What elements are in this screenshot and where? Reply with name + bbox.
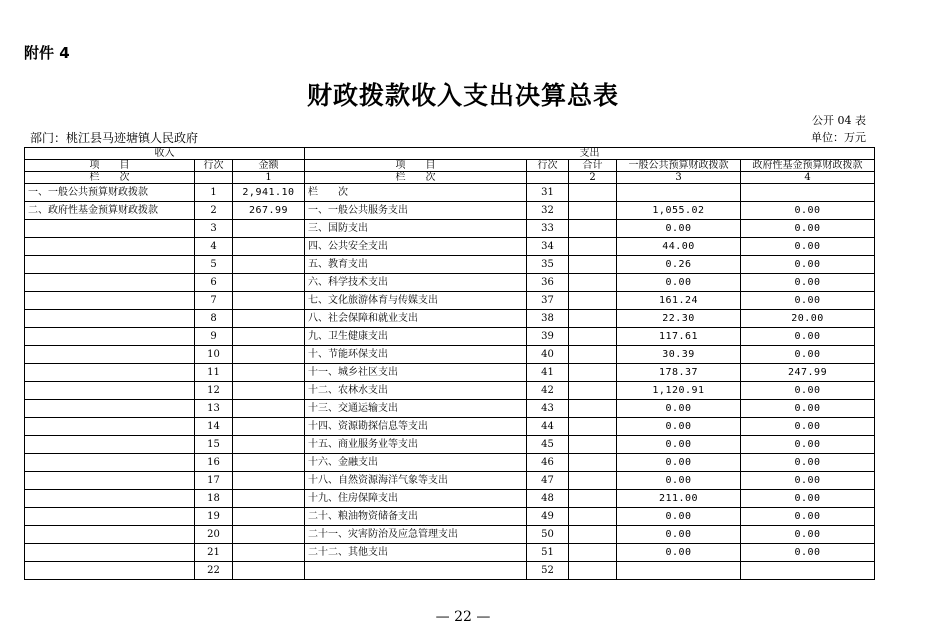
- total-cell: [569, 508, 617, 526]
- expense-item-cell: 九、卫生健康支出: [305, 328, 527, 346]
- total-cell: [569, 274, 617, 292]
- expense-rowno-cell: 32: [527, 202, 569, 220]
- income-amount-cell: [233, 436, 305, 454]
- gov-fund-cell: 20.00: [741, 310, 875, 328]
- table-row: [25, 238, 875, 256]
- income-amount-header: 金额: [233, 160, 305, 172]
- income-rowno-cell: 7: [195, 292, 233, 310]
- expense-rowno-cell: 39: [527, 328, 569, 346]
- total-cell: [569, 184, 617, 202]
- income-rowno-cell: 8: [195, 310, 233, 328]
- income-column-number: 1: [233, 172, 305, 184]
- income-item-cell: [25, 292, 195, 310]
- gov-fund-cell: 0.00: [741, 526, 875, 544]
- gov-fund-cell: [741, 184, 875, 202]
- gov-fund-cell: 0.00: [741, 490, 875, 508]
- page-number: — 22 —: [435, 609, 491, 625]
- expense-item-cell: 栏 次: [305, 184, 527, 202]
- income-rowno-cell: 13: [195, 400, 233, 418]
- total-column-number: 2: [569, 172, 617, 184]
- income-item-cell: 一、一般公共预算财政拨款: [25, 184, 195, 202]
- total-cell: [569, 454, 617, 472]
- total-cell: [569, 346, 617, 364]
- form-number: 公开 04 表: [812, 114, 866, 127]
- expense-item-cell: 一、一般公共服务支出: [305, 202, 527, 220]
- expense-rowno-cell: 42: [527, 382, 569, 400]
- total-cell: [569, 400, 617, 418]
- general-budget-cell: 30.39: [617, 346, 741, 364]
- total-cell: [569, 238, 617, 256]
- table-row: [25, 562, 875, 580]
- total-cell: [569, 382, 617, 400]
- table-row: [25, 220, 875, 238]
- income-item-cell: [25, 364, 195, 382]
- total-cell: [569, 292, 617, 310]
- income-item-cell: [25, 454, 195, 472]
- income-item-cell: [25, 382, 195, 400]
- expense-item-cell: 十八、自然资源海洋气象等支出: [305, 472, 527, 490]
- gov-fund-cell: 0.00: [741, 508, 875, 526]
- expense-rowno-cell: 38: [527, 310, 569, 328]
- income-item-cell: [25, 508, 195, 526]
- expense-item-cell: 七、文化旅游体育与传媒支出: [305, 292, 527, 310]
- table-row: [25, 310, 875, 328]
- gov-fund-cell: 0.00: [741, 418, 875, 436]
- table-row: [25, 346, 875, 364]
- expense-rowno-cell: 33: [527, 220, 569, 238]
- income-amount-cell: [233, 364, 305, 382]
- general-budget-cell: 1,055.02: [617, 202, 741, 220]
- income-rowno-cell: 1: [195, 184, 233, 202]
- expense-rowno-cell: 48: [527, 490, 569, 508]
- income-amount-cell: [233, 346, 305, 364]
- expense-item-cell: 十四、资源勘探信息等支出: [305, 418, 527, 436]
- income-rowno-cell: 21: [195, 544, 233, 562]
- general-budget-cell: [617, 562, 741, 580]
- income-rowno-cell: 14: [195, 418, 233, 436]
- expense-rowno-cell: 40: [527, 346, 569, 364]
- income-amount-cell: [233, 508, 305, 526]
- total-cell: [569, 256, 617, 274]
- income-amount-cell: [233, 490, 305, 508]
- expense-rowno-cell: 51: [527, 544, 569, 562]
- total-header: 合计: [569, 160, 617, 172]
- expense-item-cell: 二十、粮油物资储备支出: [305, 508, 527, 526]
- income-amount-cell: [233, 328, 305, 346]
- total-cell: [569, 310, 617, 328]
- income-item-cell: [25, 562, 195, 580]
- general-budget-cell: 0.00: [617, 454, 741, 472]
- table-row: [25, 328, 875, 346]
- general-budget-cell: 178.37: [617, 364, 741, 382]
- gov-fund-cell: 0.00: [741, 346, 875, 364]
- income-amount-cell: [233, 382, 305, 400]
- gov-fund-cell: 0.00: [741, 328, 875, 346]
- header-row-sections: [25, 148, 875, 160]
- expense-item-cell: [305, 562, 527, 580]
- income-amount-cell: 2,941.10: [233, 184, 305, 202]
- general-budget-cell: 0.00: [617, 274, 741, 292]
- gov-fund-cell: 0.00: [741, 544, 875, 562]
- income-rowno-cell: 18: [195, 490, 233, 508]
- income-amount-cell: [233, 400, 305, 418]
- gov-fund-cell: 247.99: [741, 364, 875, 382]
- general-column-number: 3: [617, 172, 741, 184]
- income-item-cell: [25, 220, 195, 238]
- general-budget-cell: 0.00: [617, 418, 741, 436]
- header-row-columns: [25, 160, 875, 172]
- table-row: [25, 382, 875, 400]
- total-cell: [569, 562, 617, 580]
- expense-item-cell: 五、教育支出: [305, 256, 527, 274]
- table-row: [25, 544, 875, 562]
- income-rowno-cell: 16: [195, 454, 233, 472]
- total-cell: [569, 472, 617, 490]
- expense-rowno-cell: 37: [527, 292, 569, 310]
- income-item-cell: [25, 346, 195, 364]
- expense-rowno-cell: 36: [527, 274, 569, 292]
- total-cell: [569, 202, 617, 220]
- total-cell: [569, 436, 617, 454]
- general-budget-header: 一般公共预算财政拨款: [617, 160, 741, 172]
- income-item-cell: [25, 238, 195, 256]
- table-row: [25, 274, 875, 292]
- total-cell: [569, 418, 617, 436]
- table-row: [25, 490, 875, 508]
- table-row: [25, 436, 875, 454]
- expense-rowno-cell: 35: [527, 256, 569, 274]
- expense-header: 支出: [305, 148, 875, 160]
- income-amount-cell: 267.99: [233, 202, 305, 220]
- expense-rowno-cell: 31: [527, 184, 569, 202]
- total-cell: [569, 544, 617, 562]
- income-amount-cell: [233, 274, 305, 292]
- expense-column-label: 栏 次: [305, 172, 527, 184]
- table-row: [25, 364, 875, 382]
- table-row: [25, 202, 875, 220]
- income-item-cell: [25, 310, 195, 328]
- income-item-cell: [25, 436, 195, 454]
- income-amount-cell: [233, 310, 305, 328]
- income-amount-cell: [233, 454, 305, 472]
- general-budget-cell: 0.00: [617, 400, 741, 418]
- table-row: [25, 454, 875, 472]
- gov-fund-cell: 0.00: [741, 454, 875, 472]
- expense-rowno-cell: 45: [527, 436, 569, 454]
- general-budget-cell: 0.00: [617, 472, 741, 490]
- income-rowno-cell: 20: [195, 526, 233, 544]
- expense-item-cell: 十六、金融支出: [305, 454, 527, 472]
- expense-rowno-cell: 50: [527, 526, 569, 544]
- income-rowno-cell: 2: [195, 202, 233, 220]
- table-row: [25, 418, 875, 436]
- expense-item-cell: 十二、农林水支出: [305, 382, 527, 400]
- expense-item-cell: 六、科学技术支出: [305, 274, 527, 292]
- expense-rowno-header: 行次: [527, 160, 569, 172]
- gov-fund-cell: 0.00: [741, 202, 875, 220]
- income-amount-cell: [233, 292, 305, 310]
- income-amount-cell: [233, 220, 305, 238]
- table-row: [25, 256, 875, 274]
- income-amount-cell: [233, 418, 305, 436]
- expense-item-cell: 十一、城乡社区支出: [305, 364, 527, 382]
- income-header: 收入: [25, 148, 305, 160]
- income-rowno-cell: 12: [195, 382, 233, 400]
- income-item-cell: [25, 472, 195, 490]
- total-cell: [569, 526, 617, 544]
- general-budget-cell: 0.00: [617, 544, 741, 562]
- gov-fund-cell: 0.00: [741, 382, 875, 400]
- gov-fund-cell: [741, 562, 875, 580]
- income-rowno-cell: 22: [195, 562, 233, 580]
- expense-rowno-cell: 49: [527, 508, 569, 526]
- expense-rowno-cell: 47: [527, 472, 569, 490]
- attachment-label: 附件 4: [24, 44, 70, 62]
- income-rowno-cell: 3: [195, 220, 233, 238]
- header-row-column-numbers: [25, 172, 875, 184]
- expense-item-cell: 二十一、灾害防治及应急管理支出: [305, 526, 527, 544]
- general-budget-cell: 0.00: [617, 436, 741, 454]
- gov-fund-cell: 0.00: [741, 256, 875, 274]
- unit-label: 单位：万元: [811, 131, 866, 144]
- income-amount-cell: [233, 526, 305, 544]
- income-item-cell: [25, 400, 195, 418]
- expense-rowno-cell: 34: [527, 238, 569, 256]
- general-budget-cell: 0.00: [617, 508, 741, 526]
- expense-item-cell: 十三、交通运输支出: [305, 400, 527, 418]
- gov-fund-cell: 0.00: [741, 400, 875, 418]
- gov-fund-cell: 0.00: [741, 436, 875, 454]
- income-amount-cell: [233, 256, 305, 274]
- income-item-cell: [25, 544, 195, 562]
- income-rowno-cell: 10: [195, 346, 233, 364]
- gov-fund-header: 政府性基金预算财政拨款: [741, 160, 875, 172]
- general-budget-cell: 0.00: [617, 526, 741, 544]
- general-budget-cell: 0.26: [617, 256, 741, 274]
- gov-fund-cell: 0.00: [741, 274, 875, 292]
- table-row: [25, 508, 875, 526]
- expense-item-cell: 四、公共安全支出: [305, 238, 527, 256]
- income-rowno-cell: 15: [195, 436, 233, 454]
- income-item-cell: [25, 256, 195, 274]
- total-cell: [569, 220, 617, 238]
- department-label: 部门：桃江县马迹塘镇人民政府: [30, 131, 199, 145]
- expense-rowno-cell: 46: [527, 454, 569, 472]
- general-budget-cell: [617, 184, 741, 202]
- gov-fund-cell: 0.00: [741, 238, 875, 256]
- income-item-cell: [25, 490, 195, 508]
- expense-rowno-cell: 43: [527, 400, 569, 418]
- income-item-cell: [25, 274, 195, 292]
- income-rowno-cell: 5: [195, 256, 233, 274]
- table-row: [25, 526, 875, 544]
- income-rowno-cell: 6: [195, 274, 233, 292]
- income-item-cell: [25, 526, 195, 544]
- general-budget-cell: 1,120.91: [617, 382, 741, 400]
- expense-item-cell: 十、节能环保支出: [305, 346, 527, 364]
- general-budget-cell: 0.00: [617, 220, 741, 238]
- expense-item-header: 项 目: [305, 160, 527, 172]
- expense-rowno-cell: 44: [527, 418, 569, 436]
- income-rowno-cell: 17: [195, 472, 233, 490]
- income-amount-cell: [233, 472, 305, 490]
- expense-item-cell: 二十二、其他支出: [305, 544, 527, 562]
- income-item-header: 项 目: [25, 160, 195, 172]
- income-item-cell: [25, 328, 195, 346]
- income-rowno-header: 行次: [195, 160, 233, 172]
- total-cell: [569, 364, 617, 382]
- expense-rowno-cell: 52: [527, 562, 569, 580]
- gov-fund-cell: 0.00: [741, 220, 875, 238]
- general-budget-cell: 44.00: [617, 238, 741, 256]
- table-row: [25, 184, 875, 202]
- general-budget-cell: 117.61: [617, 328, 741, 346]
- income-rowno-cell: 11: [195, 364, 233, 382]
- total-cell: [569, 490, 617, 508]
- income-rowno-cell: 9: [195, 328, 233, 346]
- table-row: [25, 400, 875, 418]
- expense-item-cell: 十五、商业服务业等支出: [305, 436, 527, 454]
- table-row: [25, 472, 875, 490]
- gov-fund-cell: 0.00: [741, 472, 875, 490]
- general-budget-cell: 161.24: [617, 292, 741, 310]
- fund-column-number: 4: [741, 172, 875, 184]
- page-title: 财政拨款收入支出决算总表: [306, 81, 619, 110]
- expense-item-cell: 三、国防支出: [305, 220, 527, 238]
- income-rowno-cell: 19: [195, 508, 233, 526]
- income-amount-cell: [233, 544, 305, 562]
- expense-item-cell: 十九、住房保障支出: [305, 490, 527, 508]
- income-column-label: 栏 次: [25, 172, 195, 184]
- general-budget-cell: 22.30: [617, 310, 741, 328]
- general-budget-cell: 211.00: [617, 490, 741, 508]
- expense-rowno-cell: 41: [527, 364, 569, 382]
- income-item-cell: [25, 418, 195, 436]
- income-amount-cell: [233, 238, 305, 256]
- table-row: [25, 292, 875, 310]
- gov-fund-cell: 0.00: [741, 292, 875, 310]
- income-rowno-cell: 4: [195, 238, 233, 256]
- budget-table: [24, 147, 875, 580]
- total-cell: [569, 328, 617, 346]
- income-amount-cell: [233, 562, 305, 580]
- income-item-cell: 二、政府性基金预算财政拨款: [25, 202, 195, 220]
- expense-item-cell: 八、社会保障和就业支出: [305, 310, 527, 328]
